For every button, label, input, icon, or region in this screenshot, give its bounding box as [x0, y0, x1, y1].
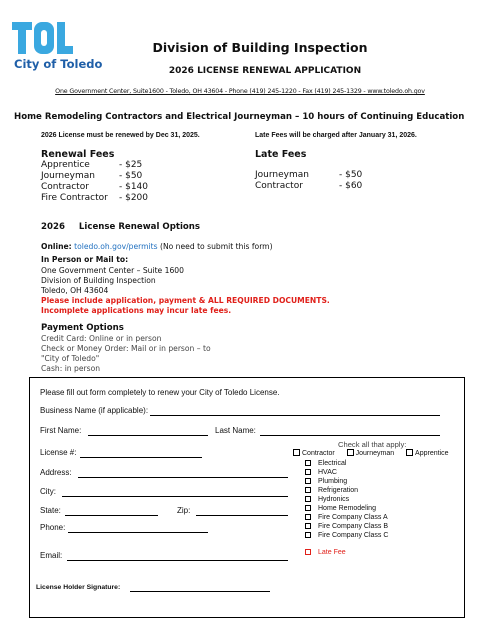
zip-field[interactable] [196, 515, 288, 516]
checkbox-hvac[interactable]: HVAC [305, 469, 337, 476]
mail-line-1: One Government Center – Suite 1600 [41, 266, 184, 275]
online-note: (No need to submit this form) [159, 242, 273, 251]
fee-value: - $50 [339, 170, 363, 180]
checkbox-refrigeration[interactable]: Refrigeration [305, 487, 358, 494]
checkbox-fire-class-c[interactable]: Fire Company Class C [305, 532, 388, 539]
form-intro: Please fill out form completely to renew your City of Toledo License. [40, 388, 280, 397]
address-field[interactable] [78, 477, 288, 478]
fee-row-fire-contractor [41, 193, 148, 203]
signature-label: License Holder Signature: [36, 584, 121, 591]
payment-line-4: Cash: in person [41, 364, 101, 373]
fee-row-journeyman [41, 171, 142, 181]
online-option [41, 242, 273, 252]
first-name-label: First Name: [40, 426, 82, 435]
phone-label: Phone: [40, 523, 66, 532]
payment-line-2: Check or Money Order: Mail or in person – to [41, 344, 211, 353]
checkbox-plumbing[interactable]: Plumbing [305, 478, 347, 485]
checkbox-apprentice[interactable]: Apprentice [406, 450, 448, 457]
first-name-field[interactable] [88, 435, 208, 436]
email-label: Email: [40, 551, 63, 560]
payment-line-3: "City of Toledo" [41, 354, 100, 363]
mail-line-2: Division of Building Inspection [41, 276, 156, 285]
signature-field[interactable] [130, 591, 270, 592]
business-name-field[interactable] [150, 415, 440, 416]
fee-value: - $200 [119, 193, 149, 203]
warning-documents: Please include application, payment & ALL REQUIRED DOCUMENTS. [41, 296, 330, 305]
fee-name: Fire Contractor [41, 193, 108, 203]
late-fee-row-contractor [255, 181, 362, 191]
fee-row-contractor [41, 182, 148, 192]
division-title: Division of Building Inspection [152, 40, 368, 55]
license-field[interactable] [80, 457, 202, 458]
city-label: City of Toledo [14, 57, 103, 71]
late-fees-heading: Late Fees [255, 149, 307, 160]
business-name-label: Business Name (if applicable): [40, 406, 149, 415]
check-all-label: Check all that apply: [338, 440, 407, 449]
fee-name: Journeyman [41, 171, 95, 181]
fee-value: - $50 [119, 171, 143, 181]
checkbox-electrical[interactable]: Electrical [305, 460, 346, 467]
contact-address-line: One Government Center, Suite1600 - Toledo, OH 43604 - Phone (419) 245-1220 - Fax (419) 245-1329 - www.toledo.oh.gov [55, 88, 425, 95]
checkbox-fire-class-b[interactable]: Fire Company Class B [305, 523, 388, 530]
late-deadline: Late Fees will be charged after January 31, 2026. [255, 132, 417, 139]
renew-deadline: 2026 License must be renewed by Dec 31, 2025. [41, 132, 200, 139]
checkbox-journeyman[interactable]: Journeyman [347, 450, 395, 457]
checkbox-contractor[interactable]: Contractor [293, 450, 335, 457]
address-label: Address: [40, 468, 72, 477]
zip-label: Zip: [177, 506, 191, 515]
fee-row-apprentice [41, 160, 142, 170]
fee-name: Journeyman [255, 170, 309, 180]
license-type-row [293, 449, 449, 457]
mail-line-3: Toledo, OH 43604 [41, 286, 109, 295]
late-fee-row-journeyman [255, 170, 362, 180]
options-year: 2026 [41, 222, 65, 232]
email-field[interactable] [67, 560, 288, 561]
state-label: State: [40, 506, 61, 515]
fee-value: - $140 [119, 182, 149, 192]
warning-late-fees: Incomplete applications may incur late fees. [41, 306, 232, 315]
online-label: Online: [41, 242, 72, 251]
city-label-form: City: [40, 487, 56, 496]
checkbox-fire-class-a[interactable]: Fire Company Class A [305, 514, 388, 521]
payment-line-1: Credit Card: Online or in person [41, 334, 162, 343]
fee-value: - $25 [119, 160, 143, 170]
payment-heading: Payment Options [41, 323, 124, 333]
renewal-fees-heading: Renewal Fees [41, 149, 115, 160]
fee-name: Contractor [255, 181, 303, 191]
checkbox-hydronics[interactable]: Hydronics [305, 496, 349, 503]
mail-heading: In Person or Mail to: [41, 255, 129, 264]
last-name-field[interactable] [260, 435, 440, 436]
state-field[interactable] [65, 515, 158, 516]
fee-name: Apprentice [41, 160, 90, 170]
permits-link[interactable]: toledo.oh.gov/permits [74, 242, 158, 251]
fee-name: Contractor [41, 182, 89, 192]
last-name-label: Last Name: [215, 426, 256, 435]
application-title: 2026 LICENSE RENEWAL APPLICATION [168, 66, 362, 76]
options-title: License Renewal Options [78, 222, 201, 232]
fee-value: - $60 [339, 181, 363, 191]
options-heading [41, 222, 200, 232]
checkbox-home-remodeling[interactable]: Home Remodeling [305, 505, 376, 512]
city-field[interactable] [62, 496, 288, 497]
ce-subheading: Home Remodeling Contractors and Electrical Journeyman – 10 hours of Continuing Education [14, 112, 465, 122]
checkbox-late-fee[interactable]: Late Fee [305, 549, 346, 556]
license-label: License #: [40, 448, 77, 457]
phone-field[interactable] [68, 532, 208, 533]
